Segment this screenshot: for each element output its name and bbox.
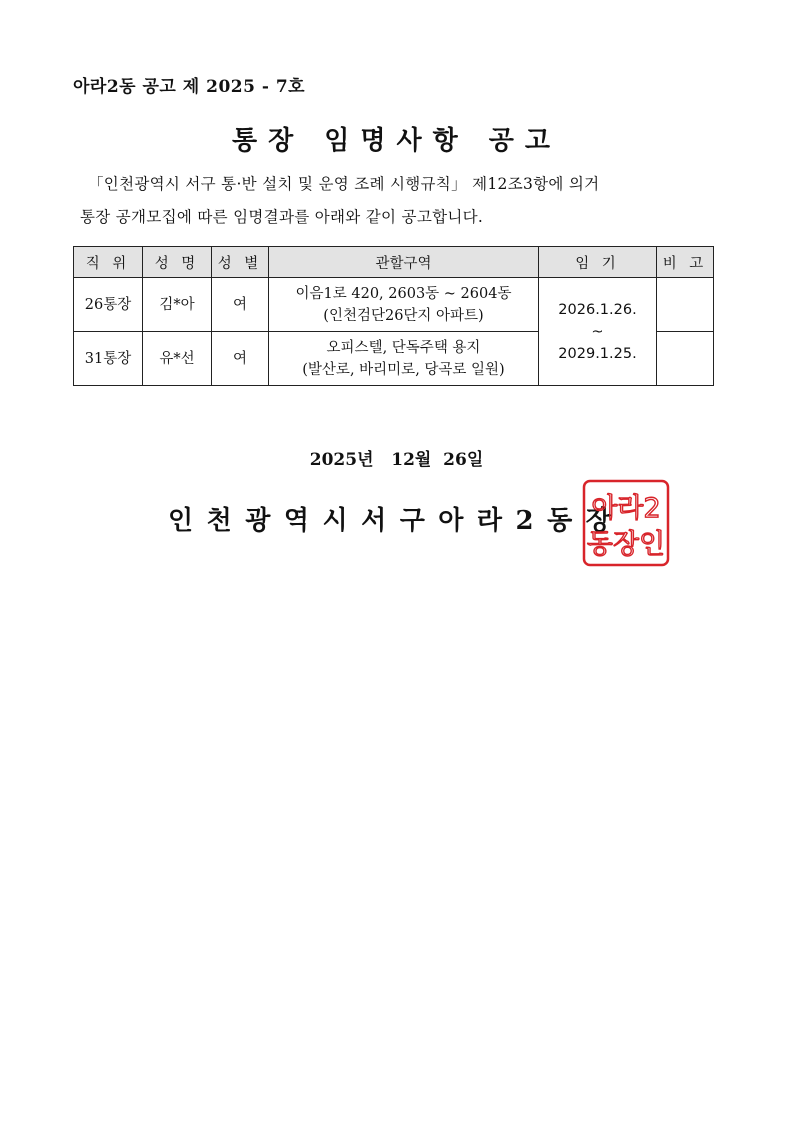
cell-position: 31통장 (74, 332, 143, 386)
announcement-text: 통장 공개모집에 따른 임명결과를 아래와 같이 공고합니다. (80, 208, 484, 226)
header-note: 비 고 (657, 247, 714, 278)
official-seal (582, 479, 670, 567)
header-area: 관할구역 (269, 247, 539, 278)
cell-name: 유*선 (143, 332, 212, 386)
cell-gender: 여 (212, 332, 269, 386)
table-header-row (74, 247, 714, 278)
header-term: 임 기 (539, 247, 657, 278)
cell-note (657, 332, 714, 386)
appointment-table (73, 246, 714, 386)
document-title: 통장 임명사항 공고 (231, 126, 562, 156)
cell-gender: 여 (212, 278, 269, 332)
header-name: 성 명 (143, 247, 212, 278)
seal-text-line2: 동장인 (586, 529, 666, 560)
header-position: 직 위 (74, 247, 143, 278)
area-detail: (인천검단26단지 아파트) (323, 307, 484, 324)
area-detail: (발산로, 바리미로, 당곡로 일원) (302, 361, 505, 378)
cell-term (539, 278, 657, 386)
issuer-name: 인천광역시서구아라2동장 (168, 506, 625, 536)
notice-number: 아라2동 공고 제 2025 - 7호 (73, 77, 306, 97)
cell-name: 김*아 (143, 278, 212, 332)
cell-area (269, 278, 539, 332)
announcement-date: 2025년 12월 26일 (309, 450, 484, 470)
cell-note (657, 278, 714, 332)
term-start: 2026.1.26. (558, 301, 637, 318)
cell-area (269, 332, 539, 386)
header-gender: 성 별 (212, 247, 269, 278)
area-address: 오피스텔, 단독주택 용지 (326, 339, 481, 356)
term-separator: ~ (591, 323, 604, 340)
area-address: 이음1로 420, 2603동 ~ 2604동 (295, 285, 512, 302)
term-end: 2029.1.25. (558, 345, 637, 362)
seal-text-line1: 아라2 (591, 493, 661, 524)
cell-position: 26통장 (74, 278, 143, 332)
table-row (74, 278, 714, 332)
legal-basis-text: 「인천광역시 서구 통·반 설치 및 운영 조례 시행규칙」 제12조3항에 의거 (88, 175, 600, 193)
